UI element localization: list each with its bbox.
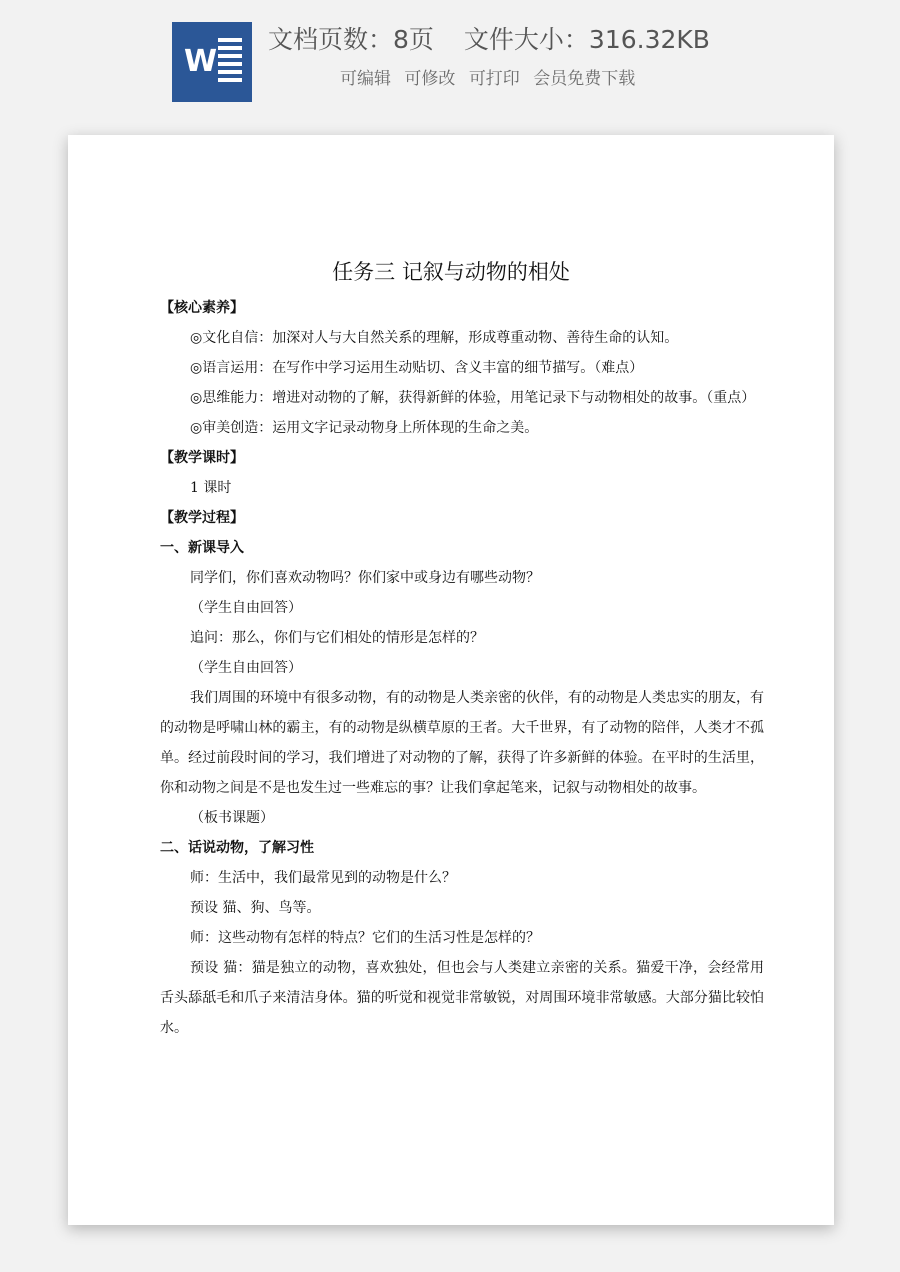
body-paragraph: ◎审美创造：运用文字记录动物身上所体现的生命之美。 <box>190 420 539 436</box>
document-body <box>160 293 764 1043</box>
body-paragraph: 师：生活中，我们最常见到的动物是什么？ <box>190 870 456 886</box>
file-info-banner <box>0 0 900 120</box>
body-paragraph: 同学们，你们喜欢动物吗？你们家中或身边有哪些动物？ <box>190 570 540 586</box>
section-heading: 一、新课导入 <box>160 540 244 556</box>
body-paragraph: 我们周围的环境中有很多动物，有的动物是人类亲密的伙伴，有的动物是人类忠实的朋友，有的动物是呼啸山林的霸主，有的动物是纵横草原的王者。大千世界，有了动物的陪伴，人类才不孤单。经过前段时间的学习，我们增进了对动物的了解，获得了许多新鲜的体验。在平时的生活里，你和动物之间是不是也发生过一些难忘的事？让我们拿起笔来，记叙与动物相处的故事。 <box>160 690 764 796</box>
body-paragraph: 追问：那么，你们与它们相处的情形是怎样的？ <box>190 630 484 646</box>
word-logo-letter: W <box>184 44 218 79</box>
section-heading: 【教学课时】 <box>160 450 244 466</box>
document-lines-icon <box>218 38 242 86</box>
body-paragraph: ◎思维能力：增进对动物的了解，获得新鲜的体验，用笔记录下与动物相处的故事。（重点） <box>190 390 756 406</box>
feature-editable: 可编辑 <box>340 69 391 89</box>
section-heading: 【核心素养】 <box>160 300 244 316</box>
feature-printable: 可打印 <box>468 69 520 89</box>
body-paragraph: （学生自由回答） <box>190 660 302 676</box>
body-paragraph: 师：这些动物有怎样的特点？它们的生活习性是怎样的？ <box>190 930 540 946</box>
body-paragraph: 预设 猫：猫是独立的动物，喜欢独处，但也会与人类建立亲密的关系。猫爱干净，会经常用舌头舔舐毛和爪子来清洁身体。猫的听觉和视觉非常敏锐，对周围环境非常敏感。大部分猫比较怕水。 <box>160 960 764 1036</box>
section-heading: 二、话说动物，了解习性 <box>160 840 314 856</box>
feature-list <box>340 64 643 94</box>
body-paragraph: （学生自由回答） <box>190 600 302 616</box>
file-meta <box>268 20 710 60</box>
section-heading: 【教学过程】 <box>160 510 244 526</box>
document-title: 任务三 记叙与动物的相处 <box>332 260 570 284</box>
page-count: 文档页数：8页 <box>268 25 434 54</box>
body-paragraph: ◎语言运用：在写作中学习运用生动贴切、含义丰富的细节描写。（难点） <box>190 360 644 376</box>
file-size: 文件大小：316.32KB <box>463 25 710 54</box>
body-paragraph: 1 课时 <box>190 480 232 496</box>
document-page <box>68 135 834 1225</box>
feature-member-download: 会员免费下载 <box>533 69 636 89</box>
body-paragraph: 预设 猫、狗、鸟等。 <box>190 900 321 916</box>
word-document-icon <box>172 22 252 102</box>
feature-modifiable: 可修改 <box>404 69 456 89</box>
body-paragraph: （板书课题） <box>190 810 274 826</box>
body-paragraph: ◎文化自信：加深对人与大自然关系的理解，形成尊重动物、善待生命的认知。 <box>190 330 679 346</box>
